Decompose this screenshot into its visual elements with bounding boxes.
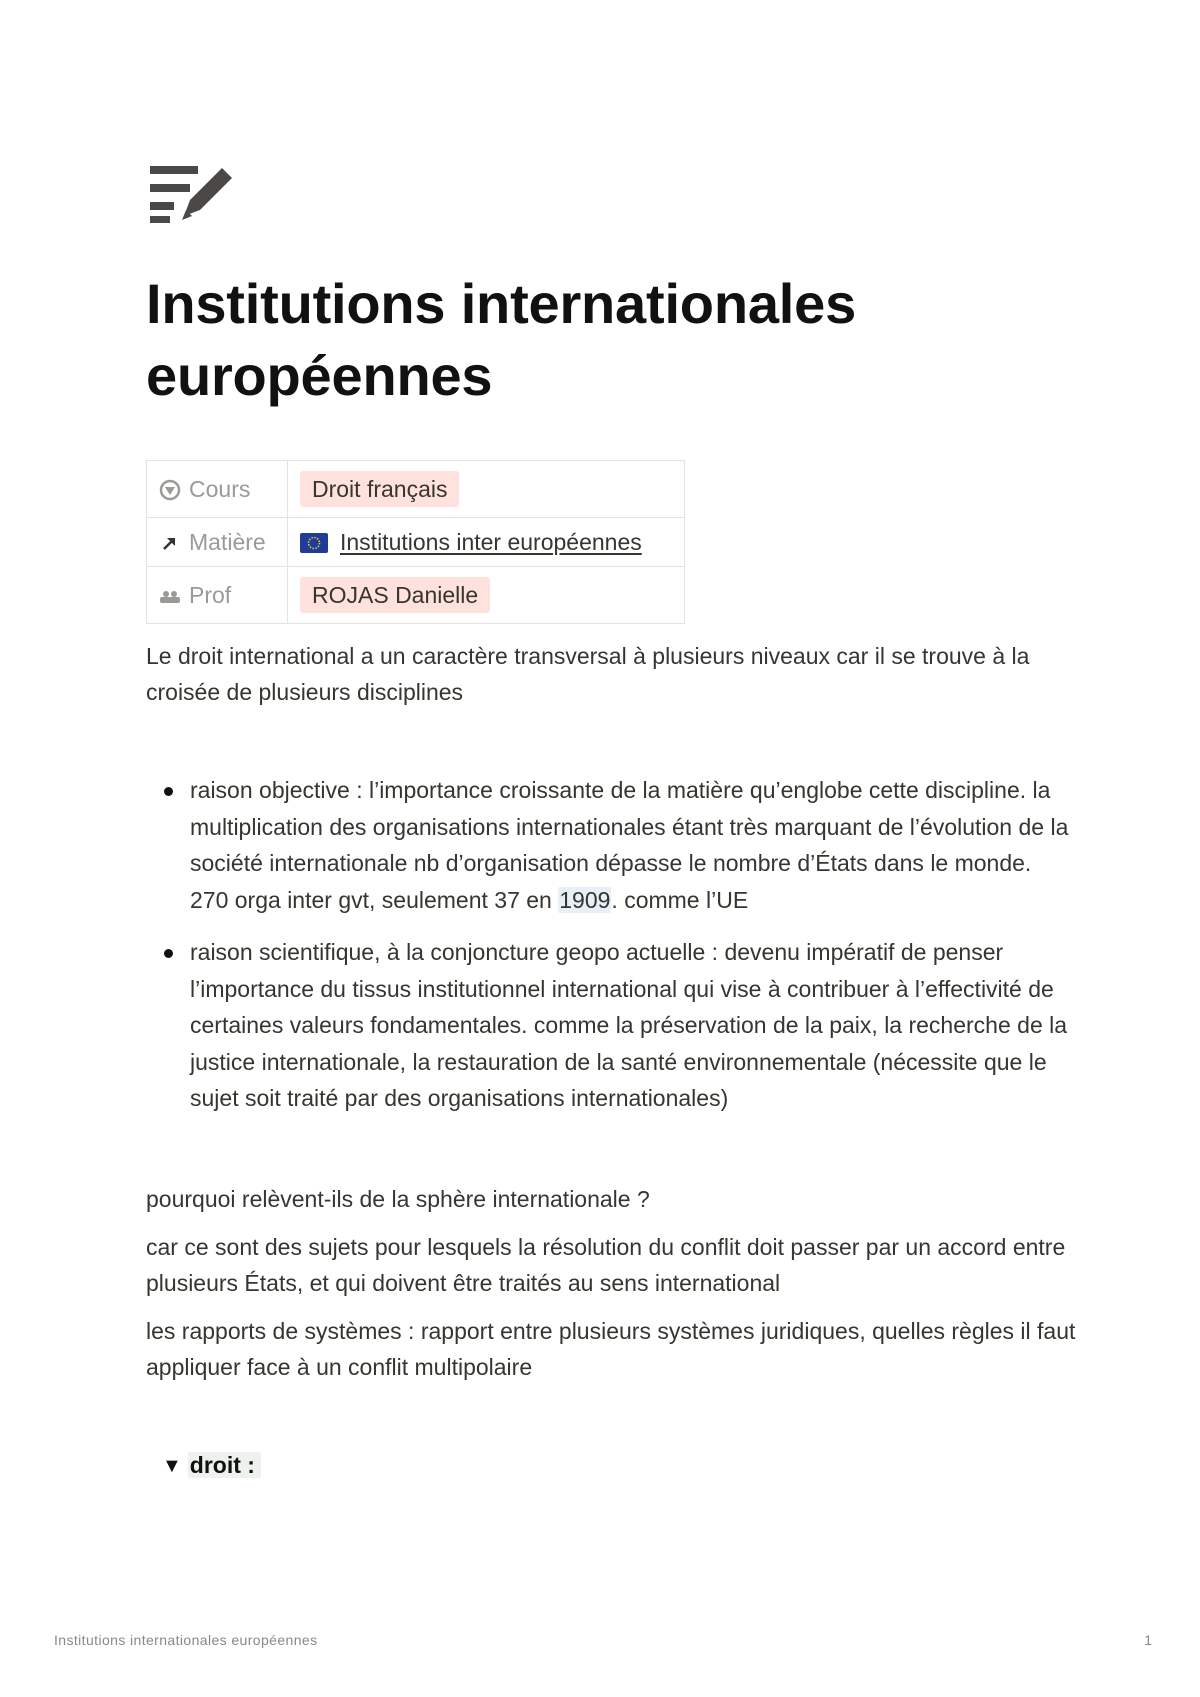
page-content (146, 160, 1076, 1484)
property-row-prof[interactable] (147, 567, 685, 624)
property-row-matiere[interactable] (147, 518, 685, 567)
property-name-matiere: Matière (147, 518, 288, 567)
eu-flag-icon (300, 532, 328, 552)
footer-title: Institutions internationales européennes (54, 1632, 318, 1648)
people-icon (159, 585, 181, 607)
properties-table (146, 460, 685, 624)
bullet-list (146, 772, 1069, 1117)
property-name-cours: Cours (147, 461, 288, 518)
question-paragraph: pourquoi relèvent-ils de la sphère internationale ? (146, 1185, 650, 1212)
toggle-label: droit : (188, 1452, 261, 1478)
page-title: Institutions internationales européennes (146, 272, 857, 407)
list-item: raison objective : l’importance croissante de la matière qu’englobe cette discipline. la multiplication des organisations internationales étant très marquant de l’évolution de la société internationale nb d’organisation dépasse le nombre d’États dans le monde. 270 orga inter gvt, seulement 37 en 1909. comme l’UE (190, 772, 1070, 918)
property-row-cours[interactable] (147, 461, 685, 518)
toggle-triangle-icon[interactable]: ▼ (162, 1454, 182, 1477)
answer-paragraph: car ce sont des sujets pour lesquels la résolution du conflit doit passer par un accord entre plusieurs États, et qui doivent être traités au sens international (146, 1233, 1066, 1296)
toggle-block-droit[interactable] (162, 1447, 1066, 1484)
property-value-matiere[interactable] (288, 518, 685, 567)
property-value-cours[interactable] (288, 461, 685, 518)
intro-paragraph: Le droit international a un caractère transversal à plusieurs niveaux car il se trouve à la croisée de plusieurs disciplines (146, 643, 1030, 705)
arrow-up-right-icon (159, 532, 181, 554)
property-name-prof: Prof (147, 567, 288, 624)
tag-rojas-danielle[interactable]: ROJAS Danielle (300, 577, 490, 613)
notes-pencil-icon (146, 160, 236, 224)
target-icon (159, 479, 181, 501)
property-value-prof[interactable] (288, 567, 685, 624)
tag-droit-francais[interactable]: Droit français (300, 471, 459, 507)
highlighted-year: 1909 (559, 886, 611, 913)
systems-paragraph: les rapports de systèmes : rapport entre plusieurs systèmes juridiques, quelles règles il faut appliquer face à un conflit multipolaire (146, 1317, 1076, 1380)
footer-page-number: 1 (1144, 1632, 1152, 1648)
list-item: raison scientifique, à la conjoncture geopo actuelle : devenu impératif de penser l’importance du tissus institutionnel international qui vise à contribuer à l’effectivité de certaines valeurs fondamentales. comme la préservation de la paix, la recherche de la justice internationale, la restauration de la santé environnementale (nécessite que le sujet soit traité par des organisations internationales) (190, 934, 1070, 1117)
relation-link-institutions[interactable]: Institutions inter européennes (340, 528, 642, 555)
